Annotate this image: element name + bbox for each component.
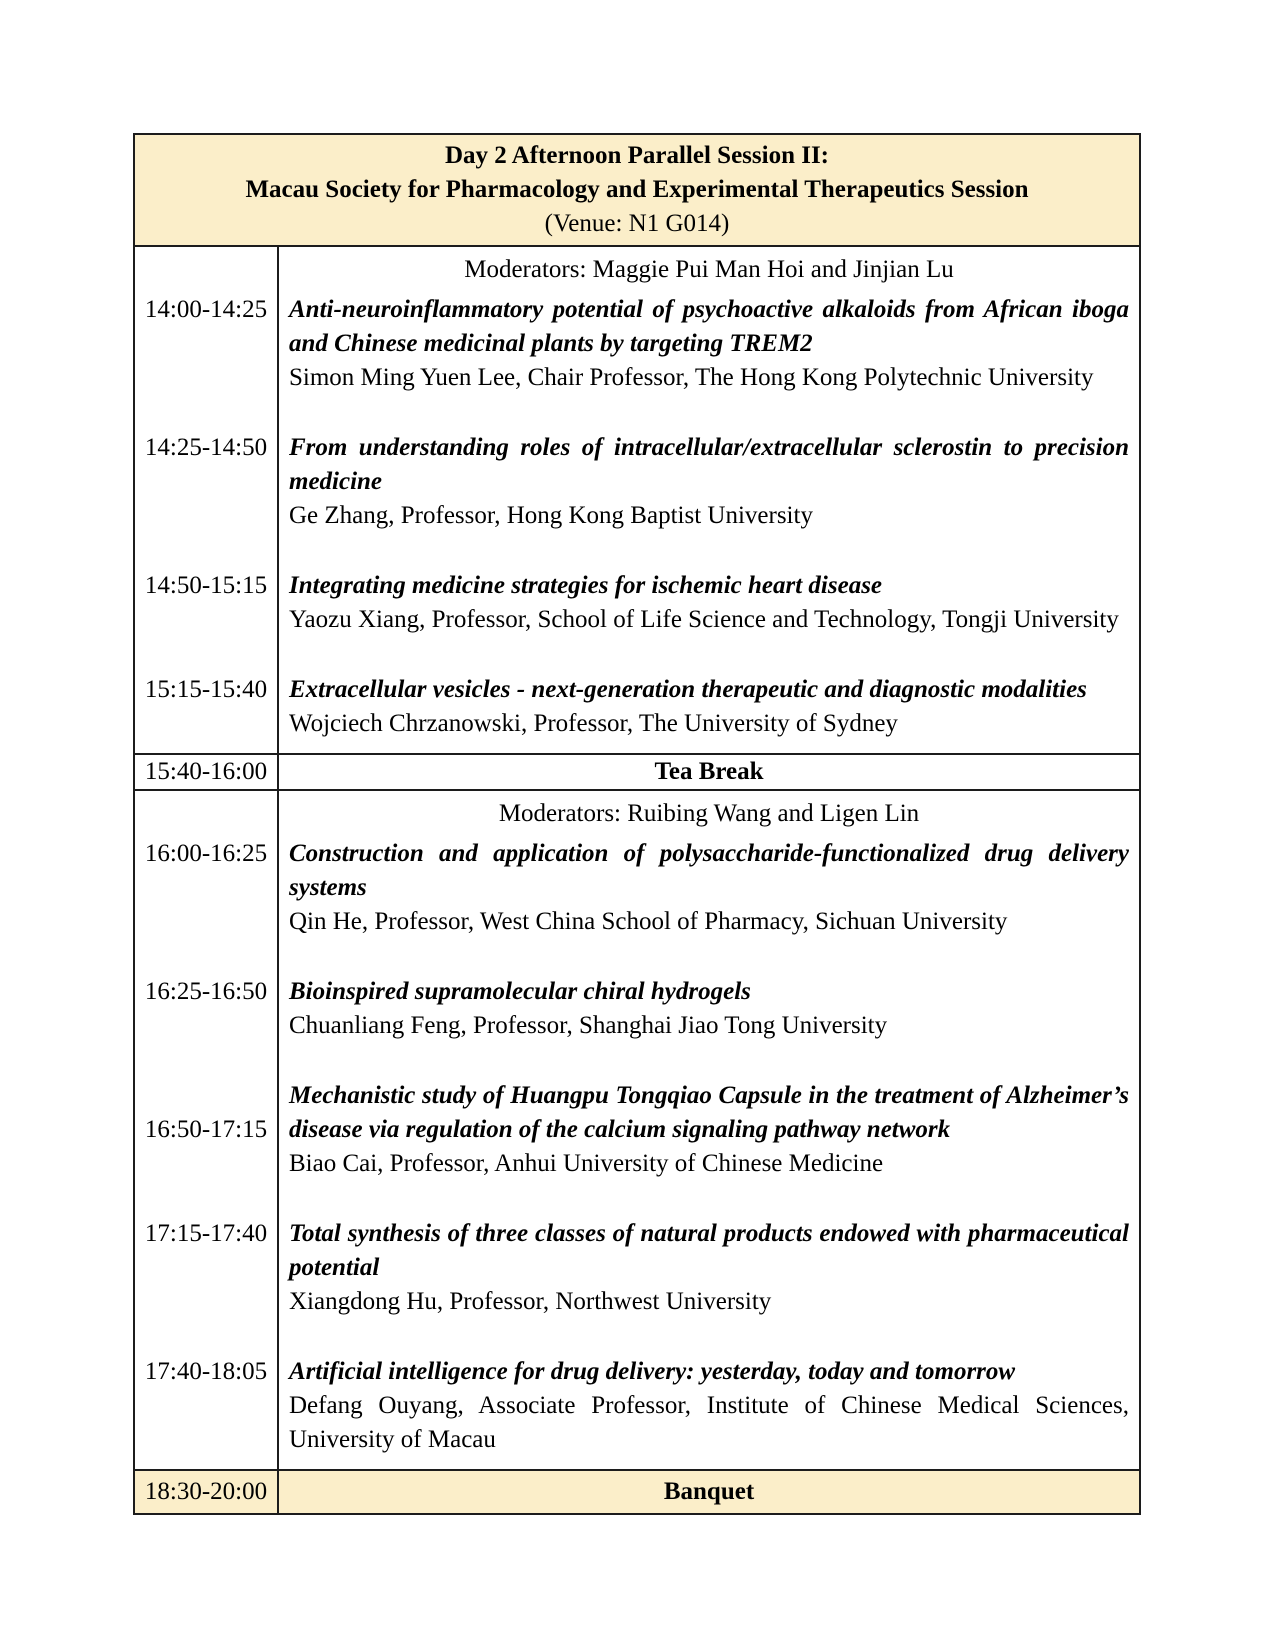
tea-break-row — [135, 753, 1139, 791]
talk-speaker: Defang Ouyang, Associate Professor, Institute of Chinese Medical Sciences, University of Macau — [289, 1392, 1129, 1453]
time-cell: 16:50-17:15 — [135, 1079, 279, 1217]
talk-title: Artificial intelligence for drug delivery: yesterday, today and tomorrow — [289, 1358, 1016, 1385]
talk-title: Construction and application of polysaccharide-functionalized drug delivery systems — [289, 840, 1129, 901]
time-cell: 14:25-14:50 — [135, 431, 279, 569]
time-cell: 14:50-15:15 — [135, 569, 279, 673]
talk-row — [279, 831, 1139, 975]
time-cell: 15:15-15:40 — [135, 673, 279, 753]
talk-title: Bioinspired supramolecular chiral hydrogels — [289, 978, 751, 1005]
session-header-band — [135, 135, 1139, 247]
session-block-1 — [135, 247, 1139, 753]
time-cell: 16:25-16:50 — [135, 975, 279, 1079]
header-title-line2: Macau Society for Pharmacology and Experimental Therapeutics Session — [245, 176, 1029, 203]
time-cell: 14:00-14:25 — [135, 287, 279, 431]
banquet-time: 18:30-20:00 — [135, 1471, 279, 1513]
time-cell: 16:00-16:25 — [135, 831, 279, 975]
session-block-2 — [135, 791, 1139, 1469]
talk-title: From understanding roles of intracellular/extracellular sclerostin to precision medicine — [289, 434, 1129, 495]
header-title-line1: Day 2 Afternoon Parallel Session II: — [444, 142, 830, 169]
talk-speaker: Biao Cai, Professor, Anhui University of Chinese Medicine — [289, 1150, 884, 1177]
talk-speaker: Simon Ming Yuen Lee, Chair Professor, The Hong Kong Polytechnic University — [289, 364, 1094, 391]
moderators-line-1: Moderators: Maggie Pui Man Hoi and Jinjian Lu — [464, 256, 954, 283]
talk-row — [279, 1217, 1139, 1355]
tea-break-label: Tea Break — [654, 758, 764, 785]
talk-title: Total synthesis of three classes of natural products endowed with pharmaceutical potential — [289, 1220, 1129, 1281]
talk-speaker: Ge Zhang, Professor, Hong Kong Baptist University — [289, 502, 813, 529]
talk-speaker: Wojciech Chrzanowski, Professor, The University of Sydney — [289, 710, 898, 737]
moderators-line-2: Moderators: Ruibing Wang and Ligen Lin — [498, 800, 920, 827]
schedule-table — [133, 133, 1141, 1515]
talk-speaker: Qin He, Professor, West China School of Pharmacy, Sichuan University — [289, 908, 1008, 935]
time-cell-empty — [135, 247, 279, 287]
talk-row — [279, 569, 1139, 673]
talk-title: Integrating medicine strategies for ischemic heart disease — [289, 572, 883, 599]
header-venue: (Venue: N1 G014) — [544, 210, 730, 237]
time-cell: 17:15-17:40 — [135, 1217, 279, 1355]
talk-row — [279, 431, 1139, 569]
talk-row — [279, 673, 1139, 753]
talk-speaker: Xiangdong Hu, Professor, Northwest University — [289, 1288, 772, 1315]
time-cell-empty — [135, 791, 279, 831]
talk-row — [279, 975, 1139, 1079]
talk-title: Extracellular vesicles - next-generation therapeutic and diagnostic modalities — [289, 676, 1087, 703]
banquet-label: Banquet — [663, 1478, 755, 1505]
talk-title: Anti-neuroinflammatory potential of psychoactive alkaloids from African iboga and Chinese medicinal plants by targeting TREM2 — [289, 296, 1129, 357]
talk-speaker: Yaozu Xiang, Professor, School of Life Science and Technology, Tongji University — [289, 606, 1119, 633]
talk-row — [279, 1355, 1139, 1469]
banquet-row — [135, 1469, 1139, 1513]
tea-break-time: 15:40-16:00 — [135, 755, 279, 789]
talk-row — [279, 287, 1139, 431]
talk-title: Mechanistic study of Huangpu Tongqiao Capsule in the treatment of Alzheimer’s disease via regulation of the calcium signaling pathway network — [289, 1082, 1129, 1143]
time-cell: 17:40-18:05 — [135, 1355, 279, 1469]
talk-speaker: Chuanliang Feng, Professor, Shanghai Jiao Tong University — [289, 1012, 888, 1039]
talk-row — [279, 1079, 1139, 1217]
